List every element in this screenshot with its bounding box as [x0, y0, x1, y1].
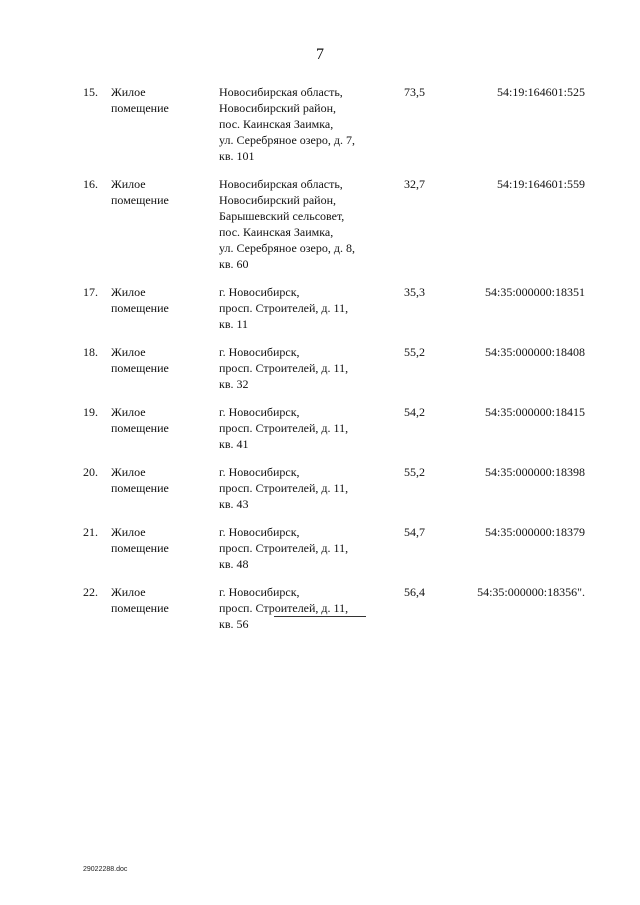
- area-value: 73,5: [404, 85, 425, 99]
- type-line: помещение: [111, 421, 169, 435]
- type-line: Жилое: [111, 345, 146, 359]
- address-line: ул. Серебряное озеро, д. 7,: [219, 133, 355, 147]
- row-number: 15.: [83, 85, 98, 99]
- address: [219, 84, 389, 164]
- area-value: 55,2: [404, 345, 425, 359]
- type-line: помещение: [111, 481, 169, 495]
- address-line: Барышевский сельсовет,: [219, 209, 345, 223]
- address-line: Новосибирская область,: [219, 85, 343, 99]
- row-number: 20.: [83, 465, 98, 479]
- address-line: просп. Строителей, д. 11,: [219, 541, 349, 555]
- address-line: просп. Строителей, д. 11,: [219, 301, 349, 315]
- address-line: г. Новосибирск,: [219, 585, 300, 599]
- address: [219, 404, 389, 452]
- file-name: 29022288.doc: [83, 866, 128, 873]
- row-number: 17.: [83, 285, 98, 299]
- type-line: Жилое: [111, 585, 146, 599]
- type-line: Жилое: [111, 285, 146, 299]
- area-value: 35,3: [404, 285, 425, 299]
- object-type: [111, 584, 211, 616]
- row-number: 19.: [83, 405, 98, 419]
- address: [219, 344, 389, 392]
- area-value: 54,2: [404, 405, 425, 419]
- address-line: просп. Строителей, д. 11,: [219, 361, 349, 375]
- row-number: 21.: [83, 525, 98, 539]
- page-number: 7: [316, 46, 324, 63]
- object-type: [111, 404, 211, 436]
- cadastral-number: 54:19:164601:525: [496, 85, 585, 99]
- area-value: 55,2: [404, 465, 425, 479]
- address-line: пос. Каинская Заимка,: [219, 225, 334, 239]
- cadastral-number: 54:35:000000:18398: [484, 465, 585, 479]
- type-line: помещение: [111, 301, 169, 315]
- cadastral-number: 54:19:164601:559: [496, 177, 585, 191]
- object-type: [111, 176, 211, 208]
- address-line: просп. Строителей, д. 11,: [219, 481, 349, 495]
- type-line: помещение: [111, 601, 169, 615]
- address-line: Новосибирская область,: [219, 177, 343, 191]
- cadastral-number: 54:35:000000:18379: [484, 525, 585, 539]
- address: [219, 284, 389, 332]
- address-line: г. Новосибирск,: [219, 285, 300, 299]
- cadastral-number: 54:35:000000:18356".: [477, 585, 585, 599]
- address-line: Новосибирский район,: [219, 193, 336, 207]
- address-line: пос. Каинская Заимка,: [219, 117, 334, 131]
- address-line: г. Новосибирск,: [219, 345, 300, 359]
- address-line: просп. Строителей, д. 11,: [219, 421, 349, 435]
- address: [219, 464, 389, 512]
- object-type: [111, 84, 211, 116]
- address-line: кв. 11: [219, 317, 249, 331]
- type-line: Жилое: [111, 85, 146, 99]
- type-line: Жилое: [111, 465, 146, 479]
- object-type: [111, 284, 211, 316]
- type-line: помещение: [111, 101, 169, 115]
- type-line: Жилое: [111, 525, 146, 539]
- type-line: помещение: [111, 361, 169, 375]
- address-line: кв. 48: [219, 557, 249, 571]
- address-line: г. Новосибирск,: [219, 405, 300, 419]
- address: [219, 176, 389, 272]
- address: [219, 524, 389, 572]
- cadastral-number: 54:35:000000:18351: [484, 285, 585, 299]
- address: [219, 584, 389, 632]
- type-line: помещение: [111, 541, 169, 555]
- closing-rule: [274, 616, 366, 617]
- row-number: 18.: [83, 345, 98, 359]
- cadastral-number: 54:35:000000:18415: [484, 405, 585, 419]
- address-line: кв. 60: [219, 257, 249, 271]
- type-line: Жилое: [111, 177, 146, 191]
- address-line: кв. 101: [219, 149, 255, 163]
- address-line: кв. 56: [219, 617, 249, 631]
- area-value: 32,7: [404, 177, 425, 191]
- type-line: Жилое: [111, 405, 146, 419]
- address-line: кв. 41: [219, 437, 249, 451]
- cadastral-number: 54:35:000000:18408: [484, 345, 585, 359]
- address-line: ул. Серебряное озеро, д. 8,: [219, 241, 355, 255]
- object-type: [111, 524, 211, 556]
- type-line: помещение: [111, 193, 169, 207]
- object-type: [111, 464, 211, 496]
- address-line: г. Новосибирск,: [219, 525, 300, 539]
- row-number: 22.: [83, 585, 98, 599]
- area-value: 54,7: [404, 525, 425, 539]
- address-line: кв. 43: [219, 497, 249, 511]
- address-line: просп. Строителей, д. 11,: [219, 601, 349, 615]
- object-type: [111, 344, 211, 376]
- area-value: 56,4: [404, 585, 425, 599]
- address-line: г. Новосибирск,: [219, 465, 300, 479]
- address-line: Новосибирский район,: [219, 101, 336, 115]
- address-line: кв. 32: [219, 377, 249, 391]
- row-number: 16.: [83, 177, 98, 191]
